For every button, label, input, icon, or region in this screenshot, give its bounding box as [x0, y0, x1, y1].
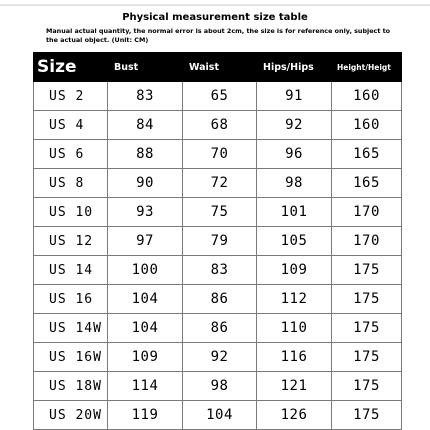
cell-size: US 12	[34, 227, 108, 256]
table-row	[34, 401, 402, 430]
table-row	[34, 227, 402, 256]
page-title: Physical measurement size table	[122, 12, 308, 23]
table-row	[34, 169, 402, 198]
top-divider	[0, 4, 430, 6]
cell-bust: 93	[108, 198, 183, 227]
cell-size: US 10	[34, 198, 108, 227]
cell-bust: 88	[108, 140, 183, 169]
cell-height: 160	[332, 111, 402, 140]
table-row	[34, 140, 402, 169]
cell-height: 175	[332, 256, 402, 285]
cell-waist: 98	[183, 372, 257, 401]
cell-hips: 109	[257, 256, 332, 285]
cell-waist: 92	[183, 343, 257, 372]
cell-bust: 100	[108, 256, 183, 285]
cell-height: 175	[332, 343, 402, 372]
cell-size: US 16W	[34, 343, 108, 372]
cell-height: 160	[332, 82, 402, 111]
cell-height: 165	[332, 140, 402, 169]
cell-height: 170	[332, 227, 402, 256]
table-row	[34, 285, 402, 314]
cell-bust: 114	[108, 372, 183, 401]
cell-height: 175	[332, 285, 402, 314]
cell-hips: 98	[257, 169, 332, 198]
cell-bust: 97	[108, 227, 183, 256]
header-bust: Bust	[108, 53, 183, 82]
cell-waist: 72	[183, 169, 257, 198]
cell-hips: 126	[257, 401, 332, 430]
cell-waist: 75	[183, 198, 257, 227]
cell-hips: 110	[257, 314, 332, 343]
header-waist: Waist	[183, 53, 257, 82]
header-height: Height/Heigt	[332, 53, 402, 82]
table-header-row	[34, 53, 402, 82]
cell-bust: 104	[108, 314, 183, 343]
cell-size: US 6	[34, 140, 108, 169]
cell-size: US 14W	[34, 314, 108, 343]
table-row	[34, 372, 402, 401]
cell-height: 175	[332, 372, 402, 401]
cell-height: 175	[332, 314, 402, 343]
header-size: Size	[34, 53, 108, 82]
cell-hips: 96	[257, 140, 332, 169]
cell-waist: 68	[183, 111, 257, 140]
cell-waist: 65	[183, 82, 257, 111]
cell-bust: 119	[108, 401, 183, 430]
cell-hips: 91	[257, 82, 332, 111]
cell-size: US 2	[34, 82, 108, 111]
cell-bust: 109	[108, 343, 183, 372]
cell-hips: 92	[257, 111, 332, 140]
cell-bust: 90	[108, 169, 183, 198]
cell-waist: 83	[183, 256, 257, 285]
cell-size: US 16	[34, 285, 108, 314]
cell-waist: 104	[183, 401, 257, 430]
table-row	[34, 256, 402, 285]
cell-hips: 101	[257, 198, 332, 227]
cell-hips: 105	[257, 227, 332, 256]
cell-hips: 121	[257, 372, 332, 401]
cell-height: 175	[332, 401, 402, 430]
cell-size: US 18W	[34, 372, 108, 401]
cell-height: 170	[332, 198, 402, 227]
cell-bust: 104	[108, 285, 183, 314]
cell-hips: 112	[257, 285, 332, 314]
table-row	[34, 343, 402, 372]
cell-waist: 70	[183, 140, 257, 169]
cell-height: 165	[332, 169, 402, 198]
cell-bust: 83	[108, 82, 183, 111]
cell-size: US 4	[34, 111, 108, 140]
table-row	[34, 198, 402, 227]
cell-size: US 20W	[34, 401, 108, 430]
size-table	[33, 52, 402, 430]
cell-size: US 8	[34, 169, 108, 198]
table-row	[34, 82, 402, 111]
cell-hips: 116	[257, 343, 332, 372]
cell-waist: 86	[183, 314, 257, 343]
measurement-note: Manual actual quantity, the normal error is about 2cm, the size is for reference only, subject to the actual object. (Unit: CM)	[46, 27, 391, 44]
cell-waist: 79	[183, 227, 257, 256]
cell-size: US 14	[34, 256, 108, 285]
header-hips: Hips/Hips	[257, 53, 332, 82]
cell-bust: 84	[108, 111, 183, 140]
cell-waist: 86	[183, 285, 257, 314]
table-row	[34, 111, 402, 140]
table-row	[34, 314, 402, 343]
